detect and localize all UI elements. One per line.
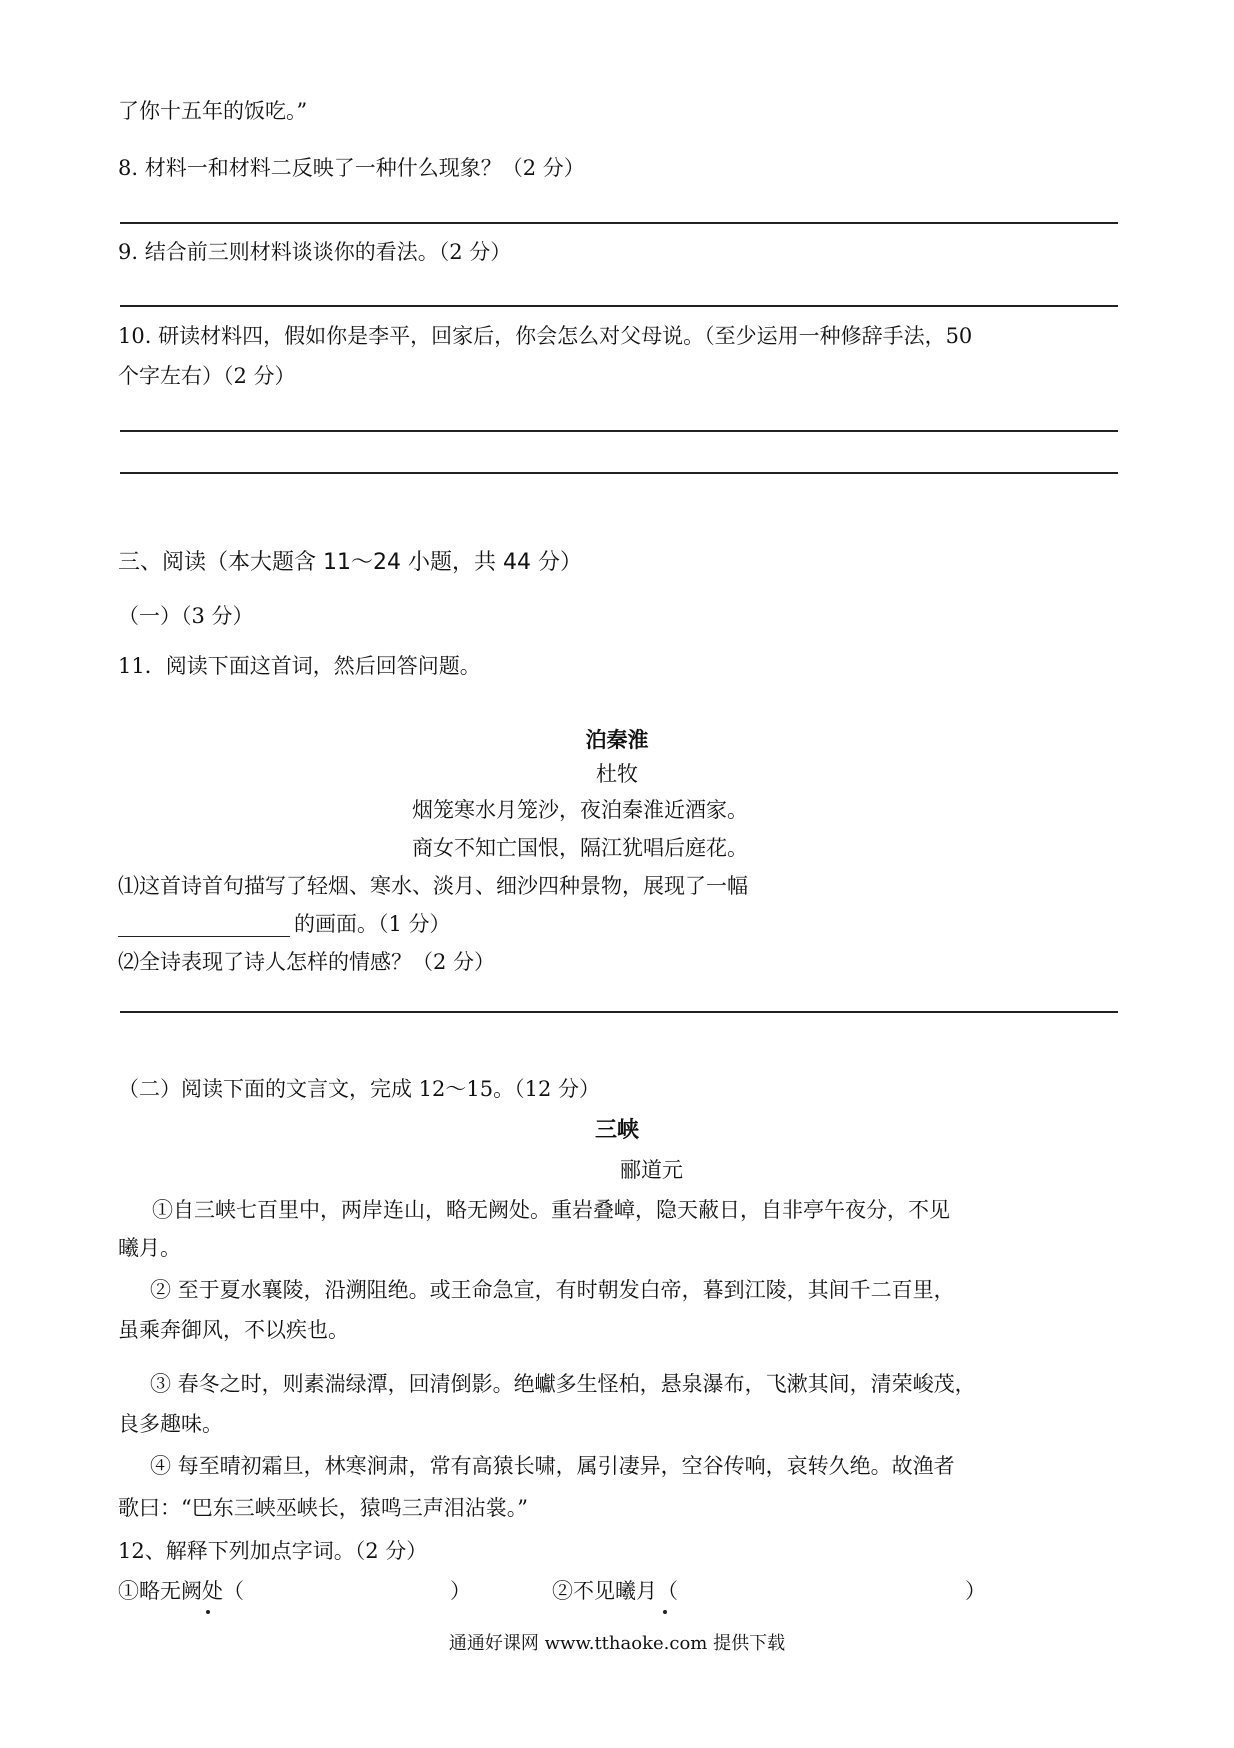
subsection-heading: （二）阅读下面的文言文，完成 12～15。（12 分） — [118, 1077, 601, 1101]
paragraph-3: ③ 春冬之时，则素湍绿潭，回清倒影。绝巘多生怪柏，悬泉瀑布，飞漱其间，清荣峻茂， — [150, 1372, 976, 1396]
poem-title: 泊秦淮 — [585, 727, 649, 752]
text-line: 了你十五年的饭吃。” — [118, 99, 308, 123]
section-heading: 三、阅读（本大题含 11～24 小题，共 44 分） — [118, 550, 582, 575]
paragraph-1-continued: 曦月。 — [118, 1236, 181, 1260]
paragraph-1: ①自三峡七百里中，两岸连山，略无阙处。重岩叠嶂，隐天蔽日，自非亭午夜分，不见 — [152, 1198, 950, 1222]
text-author: 郦道元 — [620, 1158, 683, 1182]
paragraph-3-continued: 良多趣味。 — [118, 1412, 223, 1436]
question-12-item-2: ②不见曦月（ — [552, 1579, 678, 1603]
page-footer: 通通好课网 www.tthaoke.com 提供下载 — [448, 1633, 786, 1654]
paragraph-4-continued: 歌曰：“巴东三峡巫峡长，猿鸣三声泪沾裳。” — [118, 1496, 528, 1520]
text-title: 三峡 — [594, 1117, 639, 1143]
question-11-1: ⑴这首诗首句描写了轻烟、寒水、淡月、细沙四种景物，展现了一幅 — [118, 874, 748, 898]
poem-line: 烟笼寒水月笼沙，夜泊秦淮近酒家。 — [412, 798, 748, 822]
question-10-continued: 个字左右）（2 分） — [118, 364, 296, 388]
answer-line — [120, 1011, 1118, 1013]
answer-line — [120, 222, 1118, 224]
answer-line — [120, 472, 1118, 474]
question-11-1-continued: 的画面。（1 分） — [294, 912, 451, 936]
answer-line — [120, 430, 1118, 432]
question-9: 9. 结合前三则材料谈谈你的看法。（2 分） — [118, 240, 512, 264]
question-11-2: ⑵全诗表现了诗人怎样的情感？（2 分） — [118, 950, 496, 974]
poem-author: 杜牧 — [596, 762, 638, 786]
question-12-item-1-close: ） — [450, 1579, 471, 1603]
subsection-heading: （一）（3 分） — [118, 604, 254, 628]
paragraph-2: ② 至于夏水襄陵，沿溯阻绝。或王命急宣，有时朝发白帝，暮到江陵，其间千二百里， — [150, 1278, 955, 1302]
paragraph-4: ④ 每至晴初霜旦，林寒涧肃，常有高猿长啸，属引凄异，空谷传响，哀转久绝。故渔者 — [150, 1454, 955, 1478]
question-12-item-2-close: ） — [965, 1579, 986, 1603]
question-12-item-1: ①略无阙处（ — [118, 1579, 244, 1603]
paragraph-2-continued: 虽乘奔御风，不以疾也。 — [118, 1318, 349, 1342]
question-12: 12、解释下列加点字词。（2 分） — [118, 1539, 428, 1563]
fill-blank — [118, 936, 290, 937]
answer-line — [120, 305, 1118, 307]
question-11: 11．阅读下面这首词，然后回答问题。 — [118, 654, 481, 678]
question-8: 8. 材料一和材料二反映了一种什么现象？（2 分） — [118, 156, 585, 180]
emphasis-dot — [206, 1610, 210, 1614]
question-10: 10. 研读材料四，假如你是李平，回家后，你会怎么对父母说。（至少运用一种修辞手法，50 — [118, 324, 973, 348]
poem-line: 商女不知亡国恨，隔江犹唱后庭花。 — [412, 836, 748, 860]
emphasis-dot — [663, 1610, 667, 1614]
